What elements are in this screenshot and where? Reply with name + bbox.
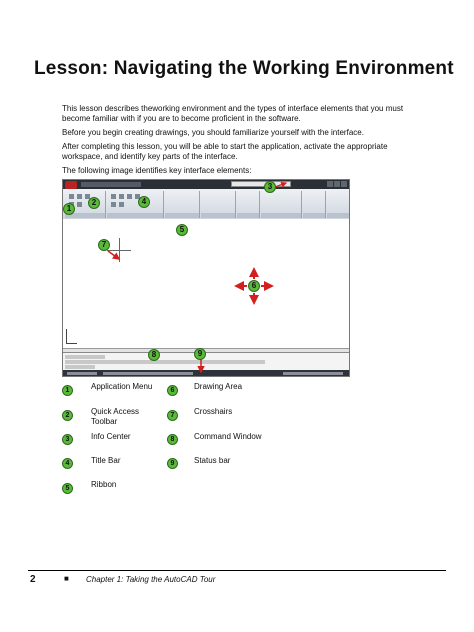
legend-label: Application Menu — [91, 382, 153, 391]
footer-bullet: ■ — [64, 574, 69, 583]
legend-badge: 6 — [167, 385, 178, 396]
intro-paragraph: This lesson describes theworking environment and the types of interface elements that you must become familiar with if you are to become proficient in the software. — [62, 104, 404, 123]
footer-rule — [28, 570, 446, 571]
callout-marker: 9 — [194, 348, 206, 360]
page-number: 2 — [30, 574, 36, 585]
legend-label: Crosshairs — [194, 407, 233, 416]
intro-paragraph: Before you begin creating drawings, you should familiarize yourself with the interface. — [62, 128, 364, 137]
legend-badge: 8 — [167, 434, 178, 445]
callout-marker: 6 — [248, 280, 260, 292]
callout-marker: 8 — [148, 349, 160, 361]
callout-marker: 7 — [98, 239, 110, 251]
legend-badge: 3 — [62, 434, 73, 445]
legend-badge: 4 — [62, 458, 73, 469]
legend-label: Title Bar — [91, 456, 121, 465]
legend-badge: 1 — [62, 385, 73, 396]
legend-badge: 5 — [62, 483, 73, 494]
legend-label: Drawing Area — [194, 382, 243, 391]
callout-marker: 5 — [176, 224, 188, 236]
legend-badge: 9 — [167, 458, 178, 469]
crosshair-arrow — [108, 251, 119, 259]
info-center-arrow — [275, 183, 286, 187]
callout-marker: 2 — [88, 197, 100, 209]
callout-marker: 4 — [138, 196, 150, 208]
intro-paragraph: The following image identifies key interface elements: — [62, 166, 252, 175]
intro-text — [62, 104, 410, 180]
annotation-overlay — [62, 179, 350, 377]
callout-marker: 1 — [63, 203, 75, 215]
legend-label: Ribbon — [91, 480, 117, 489]
legend-badge: 7 — [167, 410, 178, 421]
legend-label: Command Window — [194, 432, 262, 441]
chapter-title: Chapter 1: Taking the AutoCAD Tour — [86, 575, 216, 584]
page-title: Lesson: Navigating the Working Environment — [34, 58, 454, 79]
legend-label: Info Center — [91, 432, 131, 441]
legend-badge: 2 — [62, 410, 73, 421]
legend-label: Quick Access Toolbar — [91, 407, 140, 426]
callout-marker: 3 — [264, 181, 276, 193]
legend-label: Status bar — [194, 456, 231, 465]
intro-paragraph: After completing this lesson, you will be able to start the application, activate the appropriate workspace, and identify key parts of the interface. — [62, 142, 388, 161]
